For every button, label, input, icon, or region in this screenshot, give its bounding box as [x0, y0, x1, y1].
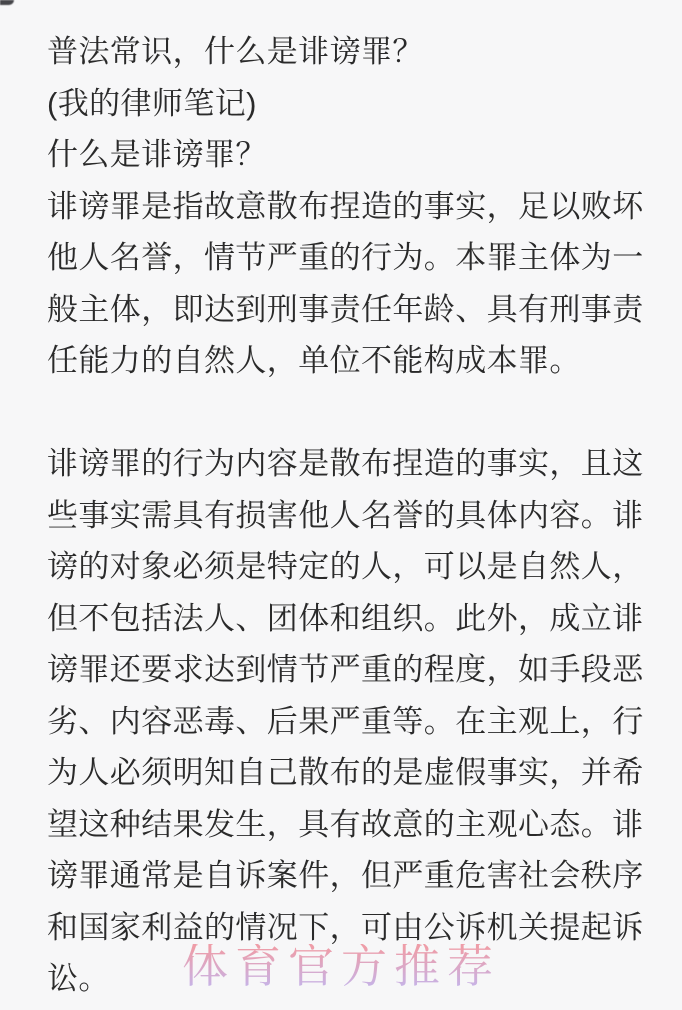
body-text-line: 谤罪通常是自诉案件，但严重危害社会秩序 — [47, 858, 644, 893]
body-text-line: 和国家利益的情况下，可由公诉机关提起诉 — [47, 909, 644, 945]
body-text-line: 谤的对象必须是特定的人，可以是自然人， — [47, 549, 644, 584]
paragraph-spacer — [47, 387, 644, 439]
body-text-line: 他人名誉，情节严重的行为。本罪主体为一 — [47, 240, 644, 275]
body-text-line: 望这种结果发生，具有故意的主观心态。诽 — [47, 806, 644, 842]
article-text — [47, 26, 644, 1005]
body-text-line: 谤罪还要求达到情节严重的程度，如手段恶 — [47, 652, 644, 687]
body-text-line: 任能力的自然人，单位不能构成本罪。 — [47, 343, 581, 378]
article-byline: (我的律师笔记) — [47, 85, 257, 121]
article-heading: 什么是诽谤罪？ — [47, 137, 267, 172]
body-text-line: 诽谤罪是指故意散布捏造的事实，足以败坏 — [47, 188, 644, 224]
body-text-line: 但不包括法人、团体和组织。此外，成立诽 — [47, 600, 644, 636]
corner-smudge-artifact — [0, 0, 14, 5]
body-text-line: 讼。 — [47, 961, 110, 996]
body-text-line: 劣、内容恶毒、后果严重等。在主观上，行 — [47, 703, 644, 739]
body-text-line: 为人必须明知自己散布的是虚假事实，并希 — [47, 755, 644, 790]
watermark-text: 体育官方推荐 — [182, 941, 500, 992]
body-text-line: 诽谤罪的行为内容是散布捏造的事实，且这 — [47, 446, 644, 481]
body-text-line: 般主体，即达到刑事责任年龄、具有刑事责 — [47, 291, 644, 327]
article-title: 普法常识，什么是诽谤罪？ — [47, 34, 424, 69]
body-text-line: 些事实需具有损害他人名誉的具体内容。诽 — [47, 497, 644, 533]
